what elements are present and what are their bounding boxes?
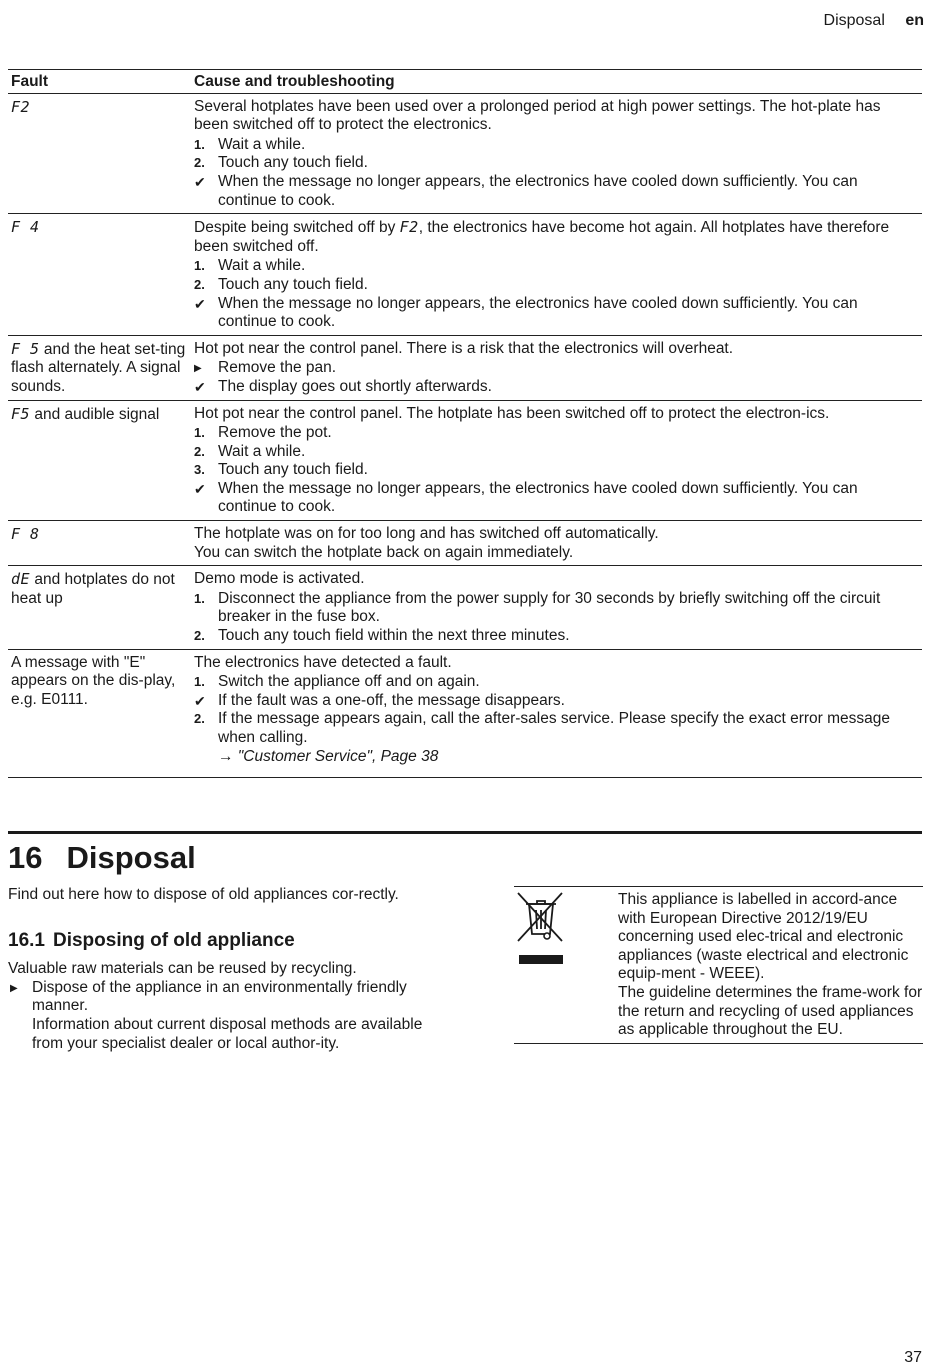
fault-cell: [8, 566, 191, 649]
running-head: [824, 12, 924, 30]
result-text: The display goes out shortly afterwards.: [218, 377, 492, 395]
description: You can switch the hotplate back on again immediately.: [194, 543, 574, 561]
weee-text: [618, 891, 923, 1040]
header-fault: Fault: [8, 70, 191, 94]
cause-cell: [191, 566, 922, 649]
step-number: 2.: [194, 628, 205, 644]
cause-cell: [191, 649, 922, 778]
fault-cell: [8, 400, 191, 521]
cause-cell: [191, 214, 922, 336]
step-text: Touch any touch field.: [218, 154, 368, 172]
list-item: [194, 424, 918, 443]
chapter-intro: Find out here how to dispose of old appliances cor-rectly.: [8, 886, 399, 903]
checkmark-icon: ✔: [194, 295, 206, 312]
list-item: [194, 590, 918, 627]
fault-text: and audible signal: [34, 405, 160, 423]
list-item: [194, 136, 918, 155]
description: Hot pot near the control panel. The hotplate has been switched off to protect the electron-ics.: [194, 404, 830, 422]
cause-cell: [191, 335, 922, 400]
weee-paragraph: This appliance is labelled in accord-ance with European Directive 2012/19/EU concerning used elec-trical and electronic appliances (waste electrical and electronic equip-ment - WEEE).: [618, 891, 909, 983]
step-list: [194, 136, 918, 210]
result-text: If the fault was a one-off, the message disappears.: [218, 691, 565, 709]
result-text: When the message no longer appears, the electronics have cooled down sufficiently. You can continue to cook.: [218, 172, 858, 209]
chapter-title: Disposal: [66, 840, 196, 875]
table-row: [8, 335, 922, 400]
checkmark-icon: ✔: [194, 692, 206, 709]
step-text: Disconnect the appliance from the power supply for 30 seconds by briefly switching off the circuit breaker in the fuse box.: [218, 589, 881, 626]
list-item: [194, 295, 918, 332]
step-text: Wait a while.: [218, 442, 306, 460]
table-row: [8, 649, 922, 778]
cause-cell: [191, 93, 922, 214]
table-row: [8, 93, 922, 214]
description: Hot pot near the control panel. There is a risk that the electronics will overheat.: [194, 339, 734, 357]
page-number: 37: [904, 1349, 922, 1366]
description: Several hotplates have been used over a prolonged period at high power settings. The hot-plate has been switched off to protect the electronics.: [194, 97, 881, 134]
list-item: [194, 692, 918, 711]
fault-code: F2: [11, 97, 31, 116]
fault-code: dE: [11, 570, 31, 589]
checkmark-icon: ✔: [194, 378, 206, 395]
fault-code: F 8: [11, 525, 40, 544]
chapter-heading: [8, 840, 196, 876]
fault-cell: [8, 93, 191, 214]
cause-cell: [191, 400, 922, 521]
list-item: [194, 378, 918, 397]
step-number: 2.: [194, 276, 205, 292]
fault-code: F5: [11, 404, 31, 423]
list-item: [8, 979, 428, 1053]
fault-code: F 4: [11, 218, 40, 237]
section-heading: [8, 929, 428, 951]
step-text: Wait a while.: [218, 257, 306, 275]
step-list: [194, 673, 918, 766]
section-lead: Valuable raw materials can be reused by recycling.: [8, 960, 357, 978]
fault-cell: [8, 521, 191, 566]
fault-text: and hotplates do not heat up: [11, 571, 175, 607]
step-list: [194, 424, 918, 517]
description: The hotplate was on for too long and has switched off automatically.: [194, 525, 659, 543]
description: Demo mode is activated.: [194, 570, 365, 588]
header-cause: Cause and troubleshooting: [191, 70, 922, 94]
step-text: If the message appears again, call the after-sales service. Please specify the exact error message when calling.: [218, 710, 891, 746]
step-number: 1.: [194, 136, 205, 152]
result-text: When the message no longer appears, the electronics have cooled down sufficiently. You can continue to cook.: [218, 479, 858, 516]
list-item: [194, 710, 918, 766]
list-item: [194, 154, 918, 173]
description: [194, 218, 918, 256]
table-row: [8, 400, 922, 521]
fault-text: A message with "E" appears on the dis-play, e.g. E0111.: [11, 653, 176, 708]
description-part: , the electronics have become hot again. All hotplates have therefore been switched off.: [194, 219, 890, 255]
list-item: [194, 627, 918, 646]
running-head-language: en: [905, 12, 924, 29]
list-item: [194, 276, 918, 295]
list-item: [194, 359, 918, 378]
checkmark-icon: ✔: [194, 173, 206, 190]
step-number: 1.: [194, 590, 205, 606]
fault-cell: [8, 214, 191, 336]
step-number: 1.: [194, 425, 205, 441]
step-number: 1.: [194, 258, 205, 274]
description-part: Despite being switched off by: [194, 219, 400, 237]
step-text: Remove the pan.: [218, 359, 337, 377]
step-text: Wait a while.: [218, 135, 306, 153]
table-row: [8, 214, 922, 336]
step-number: 2.: [194, 443, 205, 459]
weee-info-box: [514, 886, 923, 1044]
step-list: [194, 590, 918, 646]
description: The electronics have detected a fault.: [194, 653, 452, 671]
cause-cell: [191, 521, 922, 566]
section-number: 16.1: [8, 929, 45, 951]
fault-cell: [8, 335, 191, 400]
chapter-number: 16: [8, 840, 43, 875]
bullet-text: Dispose of the appliance in an environmentally friendly manner.: [32, 978, 407, 1015]
weee-paragraph: The guideline determines the frame-work for the return and recycling of used appliances as applicable throughout the EU.: [618, 983, 923, 1039]
running-head-section: Disposal: [823, 12, 885, 29]
chapter-rule: [8, 831, 922, 834]
list-item: [194, 257, 918, 276]
table-row: [8, 566, 922, 649]
inline-fault-code: F2: [399, 218, 419, 237]
crossed-out-wheelie-bin-icon: [516, 891, 566, 965]
section-title: Disposing of old appliance: [52, 929, 295, 951]
table-row: [8, 521, 922, 566]
step-list: [194, 257, 918, 331]
list-item: [194, 461, 918, 480]
step-number: 2.: [194, 155, 205, 171]
step-text: Remove the pot.: [218, 424, 332, 442]
bullet-info: Information about current disposal methods are available from your specialist dealer or local author-ity.: [32, 1015, 423, 1052]
step-text: Switch the appliance off and on again.: [218, 673, 480, 691]
triangle-bullet-icon: ▶: [194, 363, 202, 375]
disposal-text-column: [8, 886, 428, 1053]
list-item: [194, 673, 918, 692]
list-item: [194, 480, 918, 517]
step-number: 3.: [194, 462, 205, 478]
step-list: [194, 359, 918, 396]
triangle-bullet-icon: ▶: [10, 982, 18, 994]
fault-cell: [8, 649, 191, 778]
list-item: [194, 173, 918, 210]
cross-reference-link[interactable]: → "Customer Service", Page 38: [218, 747, 439, 765]
result-text: When the message no longer appears, the electronics have cooled down sufficiently. You can continue to cook.: [218, 294, 858, 331]
step-text: Touch any touch field.: [218, 275, 368, 293]
list-item: [194, 443, 918, 462]
checkmark-icon: ✔: [194, 480, 206, 497]
step-text: Touch any touch field.: [218, 461, 368, 479]
fault-table: [8, 69, 922, 778]
step-text: Touch any touch field within the next three minutes.: [218, 627, 570, 645]
fault-code: F 5: [11, 339, 40, 358]
table-header-row: [8, 70, 922, 94]
fault-text: and the heat set-ting flash alternately. A signal sounds.: [11, 340, 186, 395]
step-number: 2.: [194, 711, 205, 727]
step-number: 1.: [194, 674, 205, 690]
